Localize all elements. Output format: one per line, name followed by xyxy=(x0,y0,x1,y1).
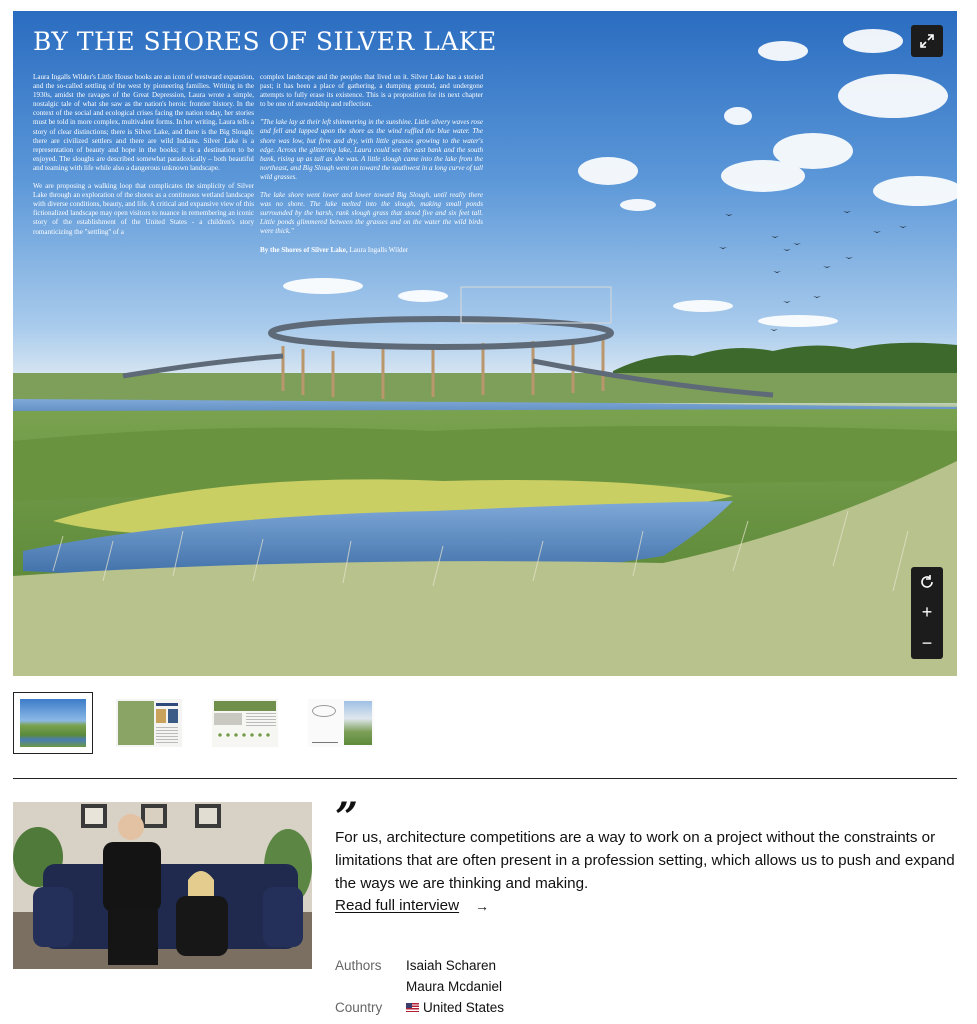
read-full-interview-link[interactable]: Read full interview xyxy=(335,897,460,914)
board-title: BY THE SHORES OF SILVER LAKE xyxy=(33,27,497,56)
us-flag-icon xyxy=(406,1003,419,1012)
country-name: United States xyxy=(423,1000,505,1015)
thumbnail-board-4[interactable] xyxy=(301,692,381,754)
thumbnail-image xyxy=(212,699,278,747)
reset-zoom-button[interactable] xyxy=(911,567,943,597)
board-paragraph: Laura Ingalls Wilder's Little House books are an icon of westward expansion, and the so-called settling of the west by pioneering families. Writing in the 1930s, amidst the ravages of the Great Depression, Laura wrote a simple, nostalgic tale of what she saw as the nation's heroic frontier history. In the context of the social and ecological crises facing the nation today, her stories must be told in more complex, multivalent forms. In her writing, Laura tells a story of clear distinctions; there is Silver Lake, and there is the Big Slough; there are civilized settlers and there are wild Indians. Silver Lake is a representation of beauty and hope in the books; it is a destination to be enjoyed. The sloughs are described somewhat paradoxically – both beautiful and teaming with life while also a dangerous unknown landscape. xyxy=(33,73,254,172)
thumbnail-image xyxy=(20,699,86,747)
zoom-in-button[interactable]: + xyxy=(921,602,933,623)
thumbnail-board-2[interactable] xyxy=(109,692,189,754)
expand-icon xyxy=(919,33,935,49)
project-board-viewer[interactable] xyxy=(13,11,957,676)
section-divider xyxy=(13,778,957,779)
thumbnail-image xyxy=(116,699,182,747)
fullscreen-button[interactable] xyxy=(911,25,943,57)
zoom-out-button[interactable]: − xyxy=(921,633,933,654)
board-book-quote: The lake shore went lower and lower toward Big Slough, until really there was no shore. The lake melted into the slough, making small ponds surrounded by the harsh, rank slough grass that stood five and six feet tall. Little ponds glimmered between the grasses and on the water the wild birds were thick." xyxy=(260,191,483,236)
author-name[interactable]: Isaiah Scharen xyxy=(406,958,497,973)
board-text-column-left xyxy=(33,73,254,246)
board-citation xyxy=(260,246,483,255)
board-thumbnails xyxy=(13,692,413,754)
country-label: Country xyxy=(335,1000,383,1015)
zoom-controls xyxy=(911,567,943,659)
arrow-right-icon: → xyxy=(475,898,489,914)
citation-author: Laura Ingalls Wilder xyxy=(349,245,409,254)
thumbnail-image xyxy=(308,699,374,747)
board-text-column-right xyxy=(260,73,483,264)
interview-quote: For us, architecture competitions are a way to work on a project without the constraints or limitations that are often present in a profession setting, which allows us to push and expand the ways we are thinking and making. xyxy=(335,829,955,892)
authors-photo xyxy=(13,802,312,969)
board-book-quote: "The lake lay at their left shimmering in the sunshine. Little silvery waves rose and fell and lapped upon the shore as the wind ruffled the blue water. The shore was low, but firm and dry, with little grasses growing to the water's edge. Across the glittering lake, Laura could see the east bank and the south bank, rising up as tall as she was. A little slough came into the lake from the northeast, and Big Slough went on toward the southwest in a long curve of tall wild grasses. xyxy=(260,118,483,181)
thumbnail-board-1[interactable] xyxy=(13,692,93,754)
board-paragraph: We are proposing a walking loop that complicates the simplicity of Silver Lake through an exploration of the shores as a continuous wetland landscape with diverse conditions, beauty, and life. A critical and expansive view of this fictionalized landscape may open visitors to nuance in remembering an iconic story of the establishment of the United States - a children's story romanticizing the "settling" of a xyxy=(33,182,255,236)
quote-mark: ” xyxy=(335,794,359,841)
country-value[interactable] xyxy=(406,1000,504,1015)
reset-zoom-icon xyxy=(919,574,935,590)
citation-title: By the Shores of Silver Lake, xyxy=(260,245,348,254)
authors-label: Authors xyxy=(335,958,382,973)
thumbnail-board-3[interactable] xyxy=(205,692,285,754)
board-paragraph: complex landscape and the peoples that lived on it. Silver Lake has a storied past; it has been a place of gathering, a dumping ground, and undergone attempts to fully erase its existence. This is a proposition for its next chapter to be one of stewardship and reflection. xyxy=(260,73,483,109)
author-name[interactable]: Maura Mcdaniel xyxy=(406,979,503,994)
